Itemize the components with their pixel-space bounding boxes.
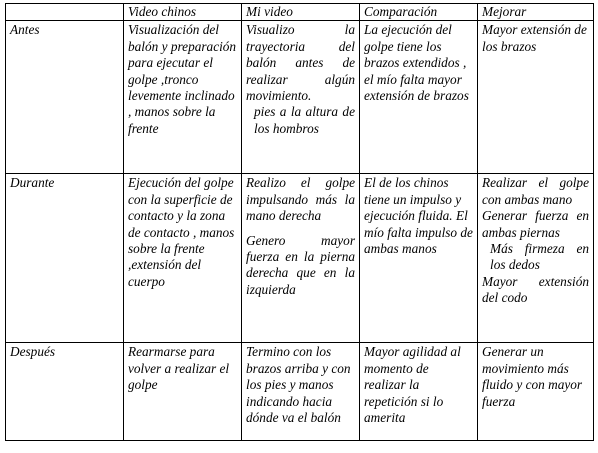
header-cell-mi-video: Mi video [242,4,360,21]
cell-durante-mejorar [478,174,594,343]
cell-durante-mejorar-p1: Realizar el golpe con ambas mano [482,175,589,207]
cell-antes-mi-video [242,21,360,174]
row-label-durante: Durante [6,174,124,343]
cell-antes-mi-video-p1: Visualizo la trayectoria del balón antes de realizar algún movimiento. [246,22,355,104]
cell-durante-mi-video [242,174,360,343]
cell-antes-comparacion: La ejecución del golpe tiene los brazos extendidos , el mío falta mayor extensión de brazos [360,21,478,174]
cell-antes-video-chinos: Visualización del balón y preparación para ejecutar el golpe ,tronco levemente inclinado , manos sobre la frente [124,21,242,174]
cell-durante-mi-video-p1: Realizo el golpe impulsando más la mano derecha [246,175,355,224]
comparison-table [5,3,594,441]
cell-durante-mejorar-p2: Generar fuerza en ambas piernas [482,208,589,240]
table-row-antes [6,21,594,174]
header-cell-mejorar: Mejorar [478,4,594,21]
cell-durante-mi-video-p2: Genero mayor fuerza en la pierna derecha que en la izquierda [246,232,355,297]
header-cell-empty [6,4,124,21]
cell-despues-mi-video: Termino con los brazos arriba y con los pies y manos indicando hacia dónde va el balón [242,343,360,441]
cell-durante-comparacion: El de los chinos tiene un impulso y ejecución fluida. El mío falta impulso de ambas manos [360,174,478,343]
header-cell-video-chinos: Video chinos [124,4,242,21]
row-label-despues: Después [6,343,124,441]
cell-despues-mejorar: Generar un movimiento más fluido y con mayor fuerza [478,343,594,441]
header-row [6,4,594,21]
table-row-despues [6,343,594,441]
cell-despues-comparacion: Mayor agilidad al momento de realizar la repetición si lo amerita [360,343,478,441]
table-row-durante [6,174,594,343]
cell-durante-video-chinos: Ejecución del golpe con la superficie de contacto y la zona de contacto , manos sobre la frente ,extensión del cuerpo [124,174,242,343]
cell-antes-mejorar: Mayor extensión de los brazos [478,21,594,174]
cell-durante-mejorar-p3: Más firmeza en los dedos [490,241,589,273]
row-label-antes: Antes [6,21,124,174]
cell-durante-mejorar-p4: Mayor extensión del codo [482,273,589,306]
header-cell-comparacion: Comparación [360,4,478,21]
cell-despues-video-chinos: Rearmarse para volver a realizar el golpe [124,343,242,441]
cell-antes-mi-video-p2: pies a la altura de los hombros [254,104,355,136]
